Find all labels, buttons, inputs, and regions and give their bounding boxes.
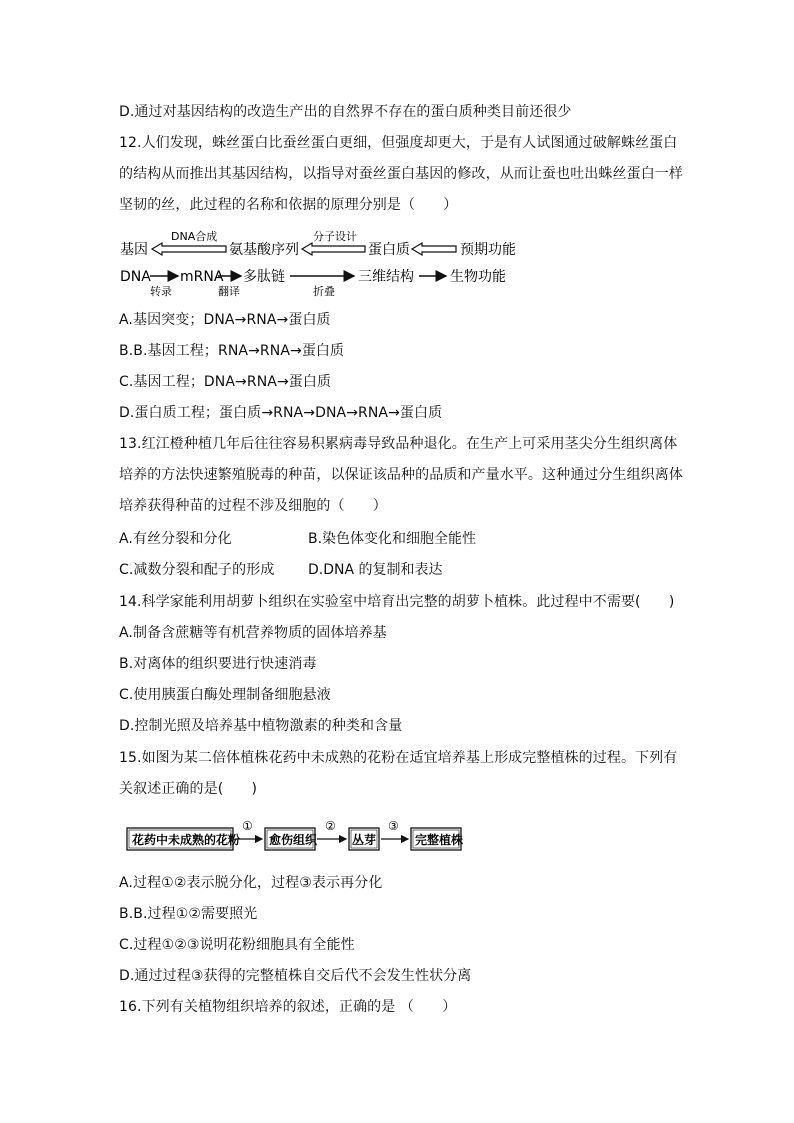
hollow-arrow-left-2 — [302, 243, 365, 255]
q13-stem-line2: 培养的方法快速繁殖脱毒的种苗，以保证该品种的品质和产量水平。这种通过分生组织离体 — [119, 467, 683, 483]
box2-label: 愈伤组织 — [269, 833, 318, 847]
q13-option-a: A.有丝分裂和分化 — [119, 531, 232, 547]
box1-label: 花药中未成熟的花粉 — [132, 833, 241, 847]
box4-label: 完整植株 — [415, 833, 464, 847]
step3-label: ③ — [388, 819, 399, 833]
q12-stem-line3: 坚韧的丝，此过程的名称和依据的原理分别是（ ） — [119, 197, 458, 213]
diagram-amino-seq: 氨基酸序列 — [229, 242, 299, 258]
step1-label: ① — [242, 819, 253, 833]
diagram-gene: 基因 — [120, 242, 148, 258]
q11-option-d: D.通过对基因结构的改造生产出的自然界不存在的蛋白质种类目前还很少 — [119, 104, 572, 120]
q15-diagram — [124, 818, 464, 854]
q15-stem-line1: 15.如图为某二倍体植株花药中未成熟的花粉在适宜培养基上形成完整植株的过程。下列有 — [119, 750, 678, 766]
q12-option-c: C.基因工程；DNA→RNA→蛋白质 — [119, 374, 332, 390]
q14-option-c: C.使用胰蛋白酶处理制备细胞悬液 — [119, 687, 331, 703]
q14-option-d: D.控制光照及培养基中植物激素的种类和含量 — [119, 718, 403, 734]
step2-label: ② — [325, 819, 336, 833]
q12-option-d: D.蛋白质工程；蛋白质→RNA→DNA→RNA→蛋白质 — [119, 405, 443, 421]
diagram-transcription-label: 转录 — [150, 285, 172, 298]
q12-option-b: B.B.基因工程；RNA→RNA→蛋白质 — [119, 343, 345, 359]
hollow-arrow-left-1 — [152, 243, 226, 255]
q16-stem: 16.下列有关植物组织培养的叙述，正确的是 （ ） — [119, 999, 457, 1015]
diagram-translation-label: 翻译 — [218, 285, 240, 298]
q13-option-c: C.减数分裂和配子的形成 — [119, 562, 275, 578]
hollow-arrow-left-3 — [412, 243, 456, 255]
q12-diagram — [118, 226, 518, 298]
diagram-expected-function: 预期功能 — [460, 242, 516, 258]
q15-option-c: C.过程①②③说明花粉细胞具有全能性 — [119, 937, 355, 953]
q15-option-d: D.通过过程③获得的完整植株自交后代不会发生性状分离 — [119, 968, 472, 984]
q13-option-d: D.DNA 的复制和表达 — [308, 562, 443, 578]
box3-label: 丛芽 — [352, 833, 377, 847]
diagram-protein: 蛋白质 — [368, 242, 410, 258]
q14-option-b: B.对离体的组织要进行快速消毒 — [119, 656, 317, 672]
q14-option-a: A.制备含蔗糖等有机营养物质的固体培养基 — [119, 625, 387, 641]
q12-stem-line2: 的结构从而推出其基因结构，以指导对蚕丝蛋白基因的修改，从而让蚕也吐出蛛丝蛋白一样 — [119, 166, 683, 182]
diagram-folding-label: 折叠 — [313, 285, 335, 298]
diagram-3d-structure: 三维结构 — [358, 269, 414, 285]
diagram-polypeptide: 多肽链 — [243, 269, 285, 285]
q13-stem-line3: 培养获得种苗的过程不涉及细胞的（ ） — [119, 498, 387, 514]
diagram-molecular-design-label: 分子设计 — [313, 230, 357, 243]
diagram-mrna: mRNA — [180, 269, 224, 285]
q14-stem: 14.科学家能利用胡萝卜组织在实验室中培育出完整的胡萝卜植株。此过程中不需要( ) — [119, 594, 675, 610]
q12-stem-line1: 12.人们发现，蛛丝蛋白比蚕丝蛋白更细，但强度却更大，于是有人试图通过破解蛛丝蛋白 — [119, 135, 678, 151]
q13-option-b: B.染色体变化和细胞全能性 — [308, 531, 477, 547]
diagram-dna-synthesis-label: DNA合成 — [171, 230, 218, 243]
diagram-dna: DNA — [120, 269, 151, 285]
q13-stem-line1: 13.红江橙种植几年后往往容易积累病毒导致品种退化。在生产上可采用茎尖分生组织离体 — [119, 436, 678, 452]
diagram-bio-function: 生物功能 — [450, 269, 506, 285]
q15-option-a: A.过程①②表示脱分化，过程③表示再分化 — [119, 875, 383, 891]
q15-option-b: B.B.过程①②需要照光 — [119, 906, 258, 922]
q15-stem-line2: 关叙述正确的是( ) — [119, 781, 258, 797]
q12-option-a: A.基因突变；DNA→RNA→蛋白质 — [119, 312, 331, 328]
